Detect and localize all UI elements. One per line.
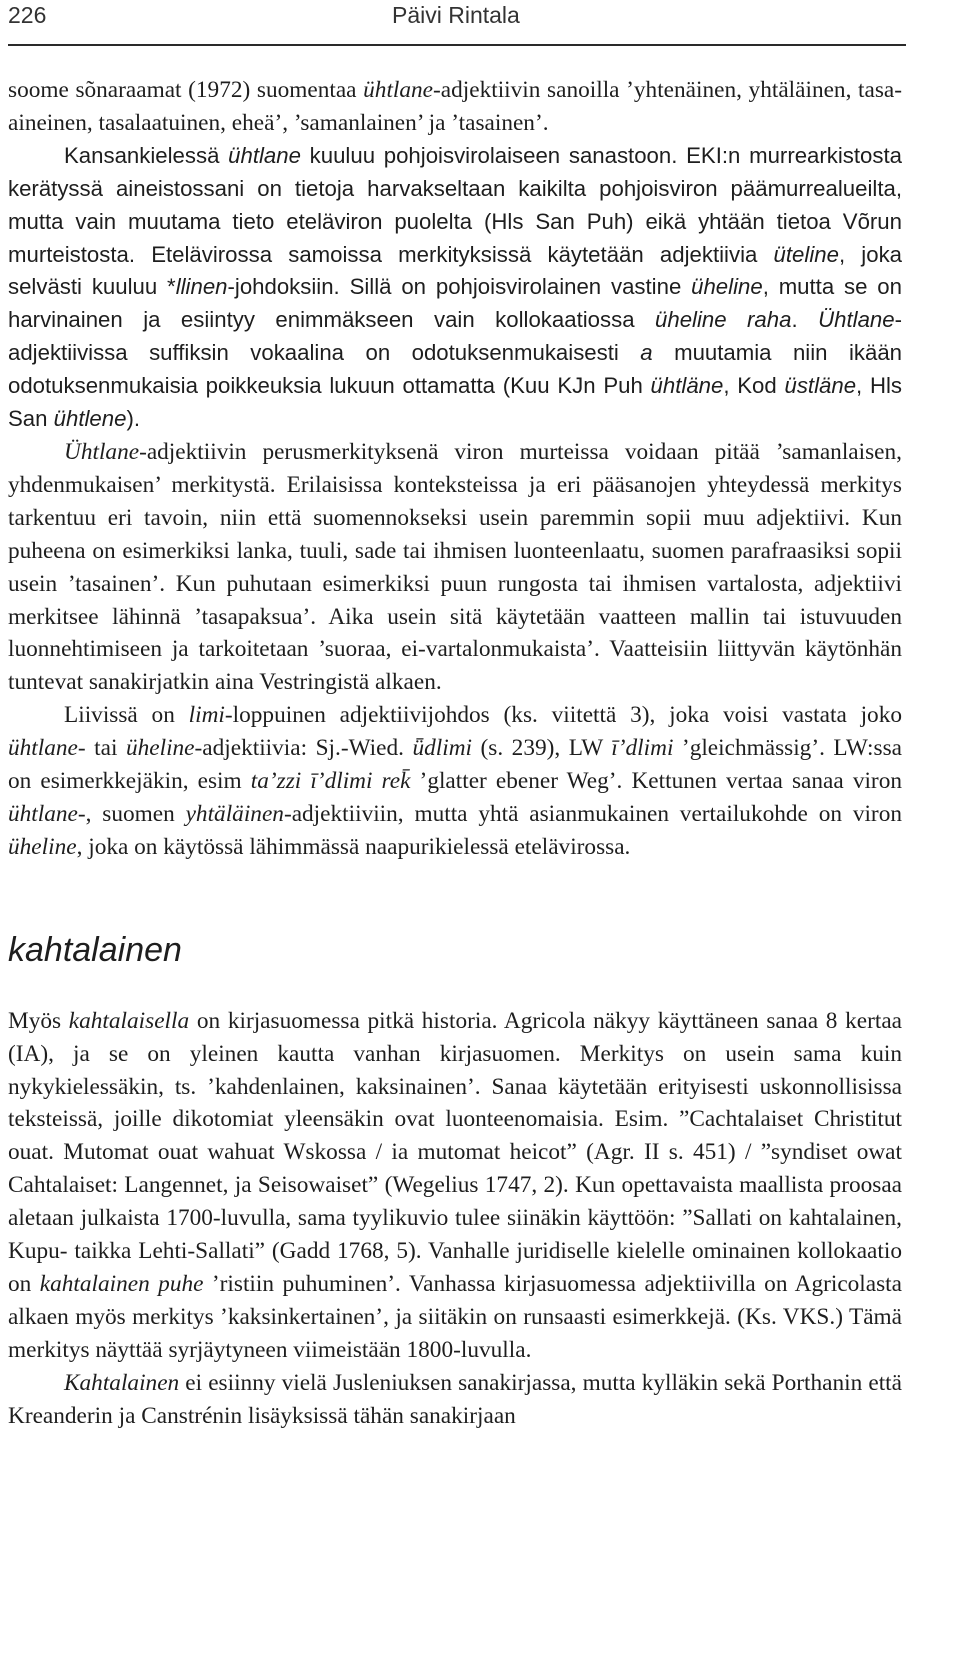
running-header [8, 0, 906, 46]
running-head-author: Päivi Rintala [392, 2, 520, 28]
text-run: Liivissä on [64, 702, 189, 729]
italic-term: ta’zzi ī’dlimi rek̄ [250, 768, 411, 795]
italic-term: ühtlane [363, 77, 434, 103]
italic-term: üteline [773, 241, 839, 267]
italic-term: kahtalaisella [68, 1007, 190, 1034]
text-run: Myös [8, 1007, 69, 1034]
paragraph [8, 140, 902, 436]
text-run: -adjektiivia: Sj.-Wied. [194, 735, 413, 762]
italic-term: üheline raha [655, 307, 792, 333]
italic-term: llinen [175, 274, 228, 300]
italic-term: ühtlane [8, 735, 78, 762]
paragraph [8, 699, 902, 864]
text-run: ’gleichmässig’. LW:ssa on esimerkkejäkin, esim [8, 735, 902, 795]
paragraph [8, 436, 902, 699]
text-run: ’ristiin puhuminen’. Vanhassa kirjasuomessa adjektiivilla on Agricolasta alkaen myös merkitys ’kaksinkertainen’, ja siitäkin on runsaasti esimerkkejä. (Ks. VKS.) Tämä merkitys näyttää syrjäytyneen viimeistään 1800-luvulla. [8, 1271, 902, 1363]
italic-term: ühtlane [8, 800, 78, 827]
text-run: -adjektiivin sanoilla ’yhtenäinen, yhtäläinen, tasa-aineinen, tasalaatuinen, eheä’, ’samanlainen’ ja ’tasainen’. [8, 77, 903, 136]
text-run: . [791, 307, 819, 333]
page-number: 226 [8, 2, 47, 28]
text-run: - tai [77, 735, 126, 762]
text-run: , joka on käytössä lähimmässä naapurikielessä etelävirossa. [76, 833, 631, 860]
text-run: (s. 239), LW [472, 735, 612, 762]
article-body [8, 74, 902, 1433]
text-run: -adjektiiviin, mutta yhtä asianmukainen vertailukohde on viron [283, 800, 902, 827]
text-run: -, suomen [77, 800, 186, 827]
paragraph [8, 1005, 902, 1367]
italic-term: üstläne [784, 373, 857, 399]
text-run: kuuluu pohjoisvirolaiseen sanastoon. EKI:n murrearkistosta kerätyssä aineistossani on tietoja harvakseltaan kaikilta pohjoisviron päämurrealueilta, mutta vain muutama tieto eteläviron puolelta (Hls San Puh) eikä yhtään tietoa Võrun murteistosta. Etelävirossa samoissa merkityksissä käytetään adjektiivia [8, 142, 902, 267]
italic-term: a [640, 340, 653, 366]
italic-term: Ühtlane [64, 438, 140, 465]
text-run: -adjektiivin perusmerkityksenä viron murteissa voidaan pitää ’samanlaisen, yhdenmukaisen’ merkitystä. Erilaisissa konteksteissa ja eri pääsanojen yhteydessä merkitys tarkentuu eri tavoin, niin että suomennokseksi usein paremmin sopii muu adjektiivi. Kun puheena on esimerkiksi lanka, tuuli, sade tai ihmisen luonteenlaatu, suomen parafraasiksi sopii usein ’tasainen’. Kun puhutaan esimerkiksi puun rungosta tai ihmisen vartalosta, adjektiivi merkitsee lähinnä ’tasapaksua’. Aika usein sitä käytetään vaatteen mallin tai istuvuuden luonnehtimiseen ja tarkoitetaan ’suoraa, ei-vartalonmukaista’. Vaatteisiin liittyvän käytönhän tuntevat sanakirjatkin aina Vestringistä alkaen. [8, 438, 902, 696]
text-run: soome sõnaraamat (1972) suomentaa [8, 77, 364, 103]
italic-term: üheline [691, 274, 763, 300]
text-run: ’glatter ebener Weg’. Kettunen vertaa sanaa viron [410, 768, 902, 795]
italic-term: Kahtalainen [64, 1369, 180, 1396]
text-run: , Kod [723, 373, 785, 399]
text-run: ei esiinny vielä Jusleniuksen sanakirjassa, mutta kylläkin sekä Porthanin että Kreanderin ja Canstrénin lisäyksissä tähän sanakirjaan [8, 1369, 902, 1429]
paragraph [8, 1367, 902, 1433]
section-heading: kahtalainen [8, 930, 182, 969]
italic-term: kahtalainen puhe [39, 1271, 204, 1297]
text-run: , Hls San [8, 373, 902, 432]
italic-term: ǖdlimi [412, 735, 473, 762]
text-run: muutamia niin ikään odotuksenmukaisia poikkeuksia lukuun ottamatta (Kuu KJn Puh [8, 340, 902, 399]
italic-term: üheline [8, 833, 77, 860]
italic-term: limi [188, 702, 225, 729]
text-run: -johdoksiin. Sillä on pohjoisvirolainen vastine [227, 274, 692, 300]
italic-term: yhtäläinen [185, 800, 284, 827]
italic-term: üheline [125, 735, 195, 762]
text-run: on kirjasuomessa pitkä historia. Agricola näkyy käyttäneen sanaa 8 kertaa (IA), ja se on yleinen kautta vanhan kirjasuomen. Merkitys on usein sama kuin nykykielessäkin, ts. ’kahdenlainen, kaksinainen’. Sanaa käytetään erityisesti uskonnollisissa teksteissä, joille dikotomiat yleensäkin ovat luonteenomaisia. Esim. ”Cachtalaiset Christitut ouat. Mutomat ouat wahuat Wskossa / ia mutomat heicot” (Agr. II s. 451) / ”syndiset owat Cahtalaiset: Langennet, ja Seisowaiset” (Wegelius 1747, 2). Kun opettavaista maallista proosaa aletaan julkaista 1700-luvulla, sama tyylikuvio tulee siinäkin käyttöön: ”Sallati on kahtalainen, Kupu- taikka Lehti-Sallati” (Gadd 1768, 5). Vanhalle juridiselle kielelle ominainen kollokaatio on [8, 1007, 902, 1297]
text-run: , joka selvästi kuuluu * [8, 241, 903, 300]
text-run: , mutta se on harvinainen ja esiintyy enimmäkseen vain kollokaatiossa [8, 274, 902, 333]
text-run: -loppuinen adjektiivijohdos (ks. viitettä 3), joka voisi vastata joko [224, 702, 903, 729]
italic-term: ühtlene [53, 406, 127, 432]
text-run: ). [126, 406, 141, 432]
italic-term: Ühtlane [818, 307, 895, 333]
italic-term: ühtläne [650, 373, 724, 399]
italic-term: ühtlane [228, 142, 301, 168]
text-run: -adjektiivissa suffiksin vokaalina on odotuksenmukaisesti [8, 307, 902, 366]
paragraph [8, 74, 902, 140]
text-run: Kansankielessä [64, 142, 229, 168]
italic-term: ī’dlimi [611, 735, 674, 762]
